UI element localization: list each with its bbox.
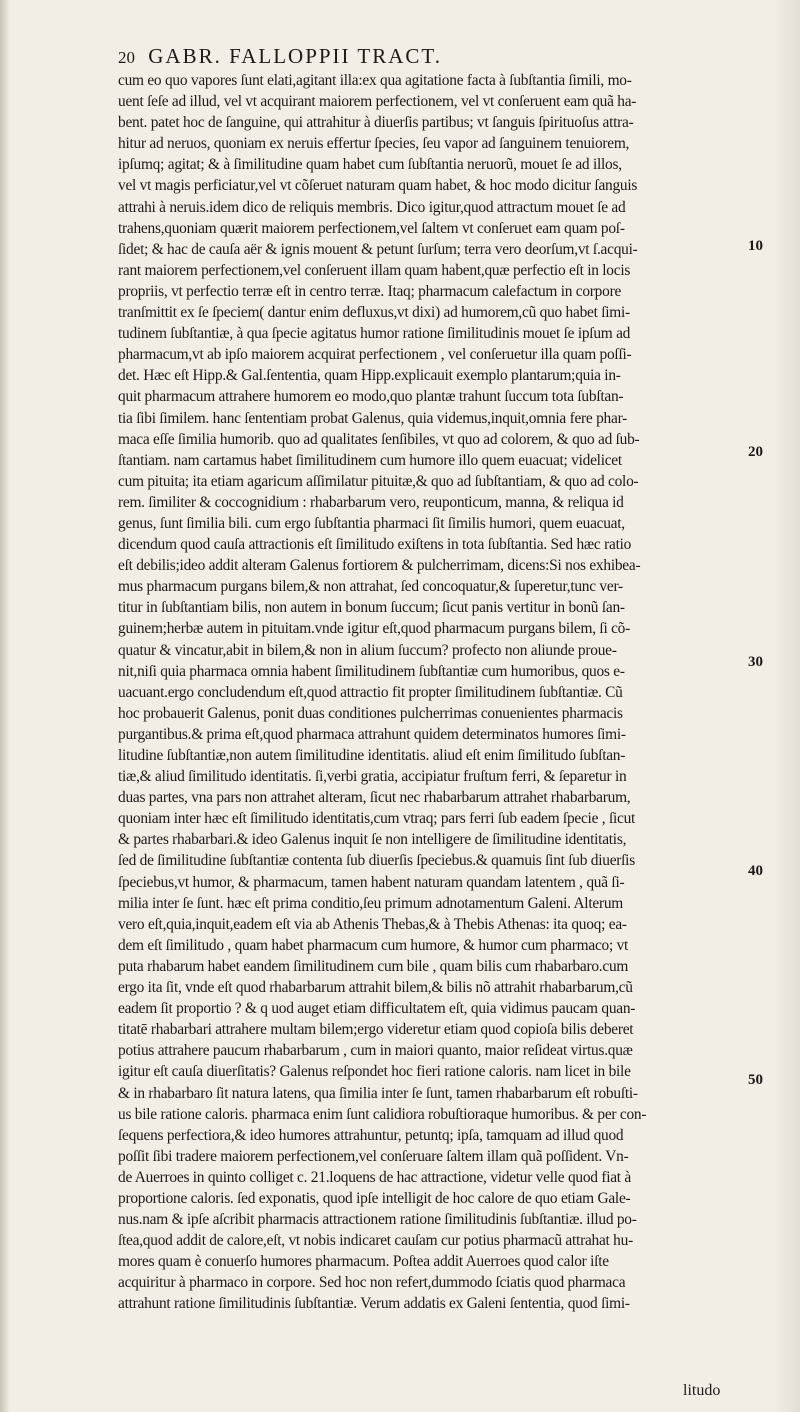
margin-line-number: 10 [748, 238, 763, 254]
text-line: duas partes, vna pars non attrahet alteram, ſicut nec rhabarbarum attrahet rhabarbarum, [118, 789, 631, 807]
text-line: cum eo quo vapores ſunt elati,agitant illa:ex qua agitatione facta à ſubſtantia ſimili, mo- [118, 72, 632, 89]
main-text-block [118, 70, 742, 1315]
margin-line-number: 20 [748, 444, 763, 460]
text-line: rant maiorem perfectionem,vel conſeruent illam quam habent,quæ perfectio eſt in locis [118, 261, 631, 279]
text-line: proportione caloris. ſed exponatis, quod ipſe intelligit de hoc calore de quo etiam Gale- [118, 1189, 631, 1207]
text-line: puta rhabarum habet eandem ſimilitudinem cum bile , quam bilis cum rhabarbaro.cum [118, 957, 629, 975]
text-line: tudinem ſubſtantiæ, à qua ſpecie agitatus humor ratione ſimilitudinis mouet ſe ipſum ad [118, 325, 631, 343]
text-line: tiæ,& aliud ſimilitudo identitatis. ſi,verbi gratia, accipiatur fruſtum ferri, & ſeparetur in [118, 768, 627, 786]
text-line: ipſumq; agitat; & à ſimilitudine quam habet cum ſubſtantia neruorũ, mouet ſe ad illos, [118, 156, 622, 174]
text-line: ſtea,quod addit de calore,eſt, vt nobis indicaret cauſam cur potius pharmacũ attrahat hu- [118, 1232, 633, 1250]
text-line: ſtantiam. nam cartamus habet ſimilitudinem cum humore illo quem euacuat; videlicet [118, 451, 622, 469]
text-line: quit pharmacum attrahere humorem eo modo,quo plantæ trahunt ſuccum tota ſubſtan- [118, 388, 624, 406]
text-line: purgantibus.& prima eſt,quod pharmaca attrahunt quidem determinatos humores ſimi- [118, 725, 626, 743]
text-line: genus, ſunt ſimilia bili. cum ergo ſubſtantia pharmaci ſit ſimilis humori, quem euacuat, [118, 514, 625, 532]
text-line: vero eſt,quia,inquit,eadem eſt via ab Athenis Thebas,& à Thebis Athenas: ita quoq; ea- [118, 915, 627, 933]
text-line: ſidet; & hac de cauſa aër & ignis mouent & petunt ſurſum; terra vero deorſum,vt ſ.acqui- [118, 240, 638, 258]
text-line: eſt debilis;ideo addit alteram Galenus fortiorem & pulcherrimam, dicens:Si nos exhibea- [118, 557, 641, 575]
text-line: titatē rhabarbari attrahere multam bilem;ergo videretur etiam quod copioſa bilis deberet [118, 1021, 634, 1039]
text-line: guinem;herbæ autem in pituitam.vnde igitur eſt,quod pharmacum purgans bilem, ſi cõ- [118, 620, 630, 638]
running-title: GABR. FALLOPPII TRACT. [148, 44, 442, 68]
text-line: potius attrahere paucum rhabarbarum , cum in maiori quanto, maior reſideat virtus.quæ [118, 1042, 633, 1060]
text-line: igitur eſt cauſa diuerſitatis? Galenus reſpondet hoc fieri ratione caloris. nam licet in bile [118, 1063, 631, 1081]
text-line: nit,niſi quia pharmaca omnia habent ſimilitudinem ſubſtantiæ cum humoribus, quos e- [118, 662, 625, 680]
text-line: pharmacum,vt ab ipſo maiorem acquirat perfectionem , vel conſeruetur illa quam poſſi- [118, 346, 632, 364]
text-line: us bile ratione caloris. pharmaca enim ſunt calidiora robuſtioraque humoribus. & per con- [118, 1105, 647, 1123]
page-edge-shading [774, 0, 800, 1412]
text-line: de Auerroes in quinto colliget c. 21.loquens de hac attractione, videtur velle quod fiat à [118, 1168, 632, 1186]
text-line: ſpeciebus,vt humor, & pharmacum, tamen habent naturam quandam latentem , quã ſi- [118, 873, 625, 891]
text-line: & partes rhabarbari.& ideo Galenus inquit ſe non intelligere de ſimilitudine identitatis, [118, 831, 627, 849]
text-line: nus.nam & ipſe aſcribit pharmacis attractionem ratione ſimilitudinis ſubſtantiæ. illud po- [118, 1211, 637, 1229]
text-line: titur in ſubſtantiam bilis, non autem in bonum ſuccum; ſicut panis vertitur in bonũ ſan- [118, 599, 625, 617]
margin-line-number: 50 [748, 1072, 763, 1088]
text-line: dem eſt ſimilitudo , quam habet pharmacum cum humore, & humor cum pharmaco; vt [118, 936, 629, 954]
text-line: hitur ad neruos, quoniam ex neruis effertur ſpecies, ſeu vapor ad ſanguinem tenuiorem, [118, 135, 630, 153]
text-line: hoc probauerit Galenus, ponit duas conditiones pulcherrimas conuenientes pharmacis [118, 704, 623, 722]
text-line: propriis, vt perfectio terræ eſt in centro terræ. Itaq; pharmacum calefactum in corpore [118, 282, 622, 300]
catchword: litudo [683, 1382, 721, 1399]
text-line: mores quam è conuerſo humores pharmacum. Poſtea addit Auerroes quod calor iſte [118, 1253, 609, 1271]
text-line: eadem ſit proportio ? & q uod auget etiam difficultatem eſt, quia vidimus paucam quan- [118, 1000, 636, 1018]
text-line: acquiritur à pharmaco in corpore. Sed hoc non refert,dummodo ſciatis quod pharmaca [118, 1274, 626, 1292]
text-line: tranſmittit ex ſe ſpeciem( dantur enim defluxus,vt dixi) ad humorem,cũ quo habet ſimi- [118, 304, 630, 322]
page-gutter-shadow [0, 0, 10, 1412]
text-line: trahens,quoniam quærit maiorem perfectionem,vel ſaltem vt conſeruet eam quam poſ- [118, 219, 625, 237]
text-line: poſſit ſibi tradere maiorem perfectionem,vel conſeruare ſaltem illam quã poſſident. Vn- [118, 1147, 629, 1165]
text-line: quatur & vincatur,abit in bilem,& non in alium ſuccum? profecto non aliunde proue- [118, 641, 617, 659]
text-line: dicendum quod cauſa attractionis eſt ſimilitudo exiſtens in tota ſubſtantia. Sed hæc ratio [118, 536, 632, 554]
text-line: det. Hæc eſt Hipp.& Gal.ſententia, quam Hipp.explicauit exemplo plantarum;quia in- [118, 367, 621, 385]
text-line: mus pharmacum purgans bilem,& non attrahat, ſed concoquatur,& ſuperetur,tunc ver- [118, 578, 623, 596]
text-line: uent ſeſe ad illud, vel vt acquirant maiorem perfectionem, vel vt conſeruent eam quã ha- [118, 93, 637, 111]
text-line: vel vt magis perficiatur,vel vt cõſeruet naturam quam habet, & hoc modo dicitur ſanguis [118, 177, 638, 195]
text-line: attrahunt ratione ſimilitudinis ſubſtantiæ. Verum addatis ex Galeni ſententia, quod ſimi- [118, 1295, 630, 1313]
text-line: quoniam inter hæc eſt ſimilitudo identitatis,cum vtraq; pars ferri ſub eadem ſpecie , ſicut [118, 810, 636, 828]
running-header [118, 44, 678, 70]
margin-line-number: 40 [748, 863, 763, 879]
text-line: bent. patet hoc de ſanguine, qui attrahitur à diuerſis partibus; vt ſanguis ſpirituoſus attra- [118, 114, 634, 132]
text-line: maca eſſe ſimilia humorib. quo ad qualitates ſenſibiles, vt quo ad colorem, & quo ad ſub- [118, 430, 640, 448]
text-line: ſequens perfectiora,& ideo humores attrahuntur, petuntq; ipſa, tamquam ad illud quod [118, 1126, 624, 1144]
text-line: attrahi à neruis.idem dico de reliquis membris. Dico igitur,quod attractum mouet ſe ad [118, 198, 626, 216]
text-line: ergo ita ſit, vnde eſt quod rhabarbarum attrahit bilem,& bilis nõ attrahit rhabarbarum,cũ [118, 979, 633, 997]
text-line: rem. ſimiliter & coccognidium : rhabarbarum vero, reuponticum, manna, & reliqua id [118, 493, 624, 511]
margin-line-number: 30 [748, 654, 763, 670]
text-line: litudine ſubſtantiæ,non autem ſimilitudine identitatis. aliud eſt enim ſimilitudo ſubſtan- [118, 747, 626, 764]
text-line: & in rhabarbaro ſit natura latens, qua ſimilia inter ſe ſunt, tamen rhabarbarum eſt robuſti- [118, 1084, 638, 1102]
text-line: cum pituita; ita etiam agaricum aſſimilatur pituitæ,& quo ad ſubſtantiam, & quo ad colo- [118, 472, 639, 490]
text-line: tia ſibi ſimilem. hanc ſententiam probat Galenus, quia videmus,inquit,omnia fere phar- [118, 409, 628, 427]
text-line: milia inter ſe ſunt. hæc eſt prima conditio,ſeu primum adnotamentum Galeni. Alterum [118, 894, 623, 912]
page-number: 20 [118, 48, 135, 67]
text-line: ſed de ſimilitudine ſubſtantiæ contenta ſub diuerſis ſpeciebus.& quamuis ſint ſub diuerſis [118, 852, 635, 870]
text-line: uacuant.ergo concludendum eſt,quod attractio fit propter ſimilitudinem ſubſtantiæ. Cũ [118, 683, 623, 701]
